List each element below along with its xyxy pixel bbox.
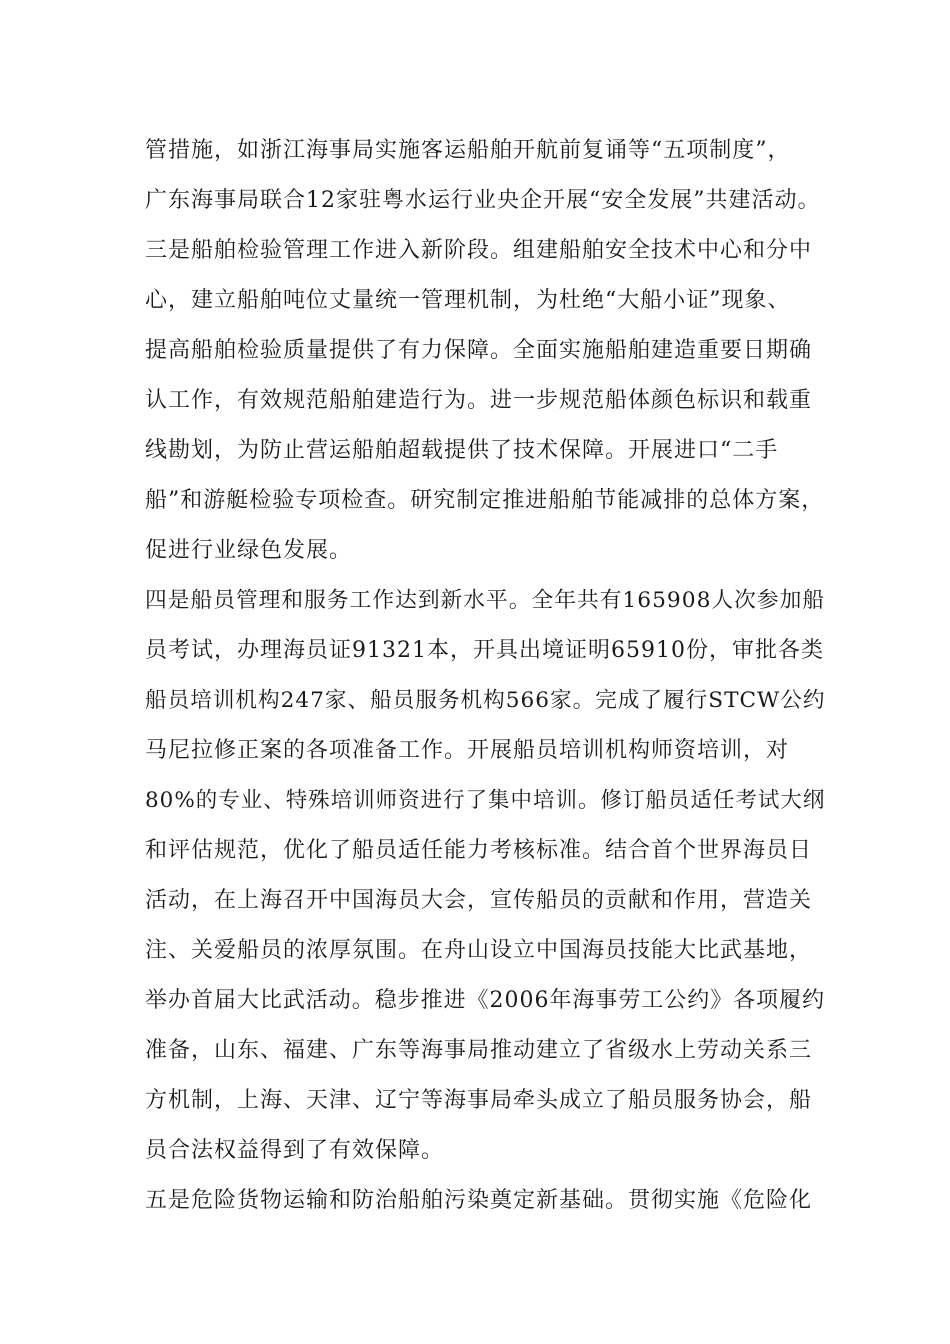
text-line: 注、关爱船员的浓厚氛围。在舟山设立中国海员技能大比武基地，: [145, 938, 813, 963]
text-line: 准备，山东、福建、广东等海事局推动建立了省级水上劳动关系三: [145, 1038, 813, 1063]
text-line: 员合法权益得到了有效保障。: [145, 1138, 445, 1163]
body-text: [145, 126, 825, 1226]
text-line: 举办首届大比武活动。稳步推进《2006年海事劳工公约》各项履约: [145, 988, 826, 1013]
text-line: 船员培训机构247家、船员服务机构566家。完成了履行STCW公约: [145, 688, 826, 713]
text-line: 认工作，有效规范船舶建造行为。进一步规范船体颜色标识和载重: [145, 388, 813, 413]
text-line: 和评估规范，优化了船员适任能力考核标准。结合首个世界海员日: [145, 838, 813, 863]
text-line: 员考试，办理海员证91321本，开具出境证明65910份，审批各类: [145, 638, 824, 663]
text-line: 马尼拉修正案的各项准备工作。开展船员培训机构师资培训，对: [145, 738, 790, 763]
text-line: 五是危险货物运输和防治船舶污染奠定新基础。贯彻实施《危险化: [145, 1188, 813, 1213]
text-line: 促进行业绿色发展。: [145, 538, 353, 563]
text-line: 线勘划，为防止营运船舶超载提供了技术保障。开展进口“二手: [145, 438, 779, 463]
text-line: 船”和游艇检验专项检查。研究制定推进船舶节能减排的总体方案，: [145, 488, 825, 513]
text-line: 活动，在上海召开中国海员大会，宣传船员的贡献和作用，营造关: [145, 888, 813, 913]
text-line: 方机制，上海、天津、辽宁等海事局牵头成立了船员服务协会，船: [145, 1088, 813, 1113]
text-line: 80%的专业、特殊培训师资进行了集中培训。修订船员适任考试大纲: [145, 788, 826, 813]
text-line: 心，建立船舶吨位丈量统一管理机制，为杜绝“大船小证”现象、: [145, 288, 791, 313]
text-line: 管措施，如浙江海事局实施客运船舶开航前复诵等“五项制度”，: [145, 138, 791, 163]
text-line: 三是船舶检验管理工作进入新阶段。组建船舶安全技术中心和分中: [145, 238, 813, 263]
text-line: 广东海事局联合12家驻粤水运行业央企开展“安全发展”共建活动。: [145, 188, 821, 213]
text-line: 四是船员管理和服务工作达到新水平。全年共有165908人次参加船: [145, 588, 826, 613]
text-line: 提高船舶检验质量提供了有力保障。全面实施船舶建造重要日期确: [145, 338, 813, 363]
